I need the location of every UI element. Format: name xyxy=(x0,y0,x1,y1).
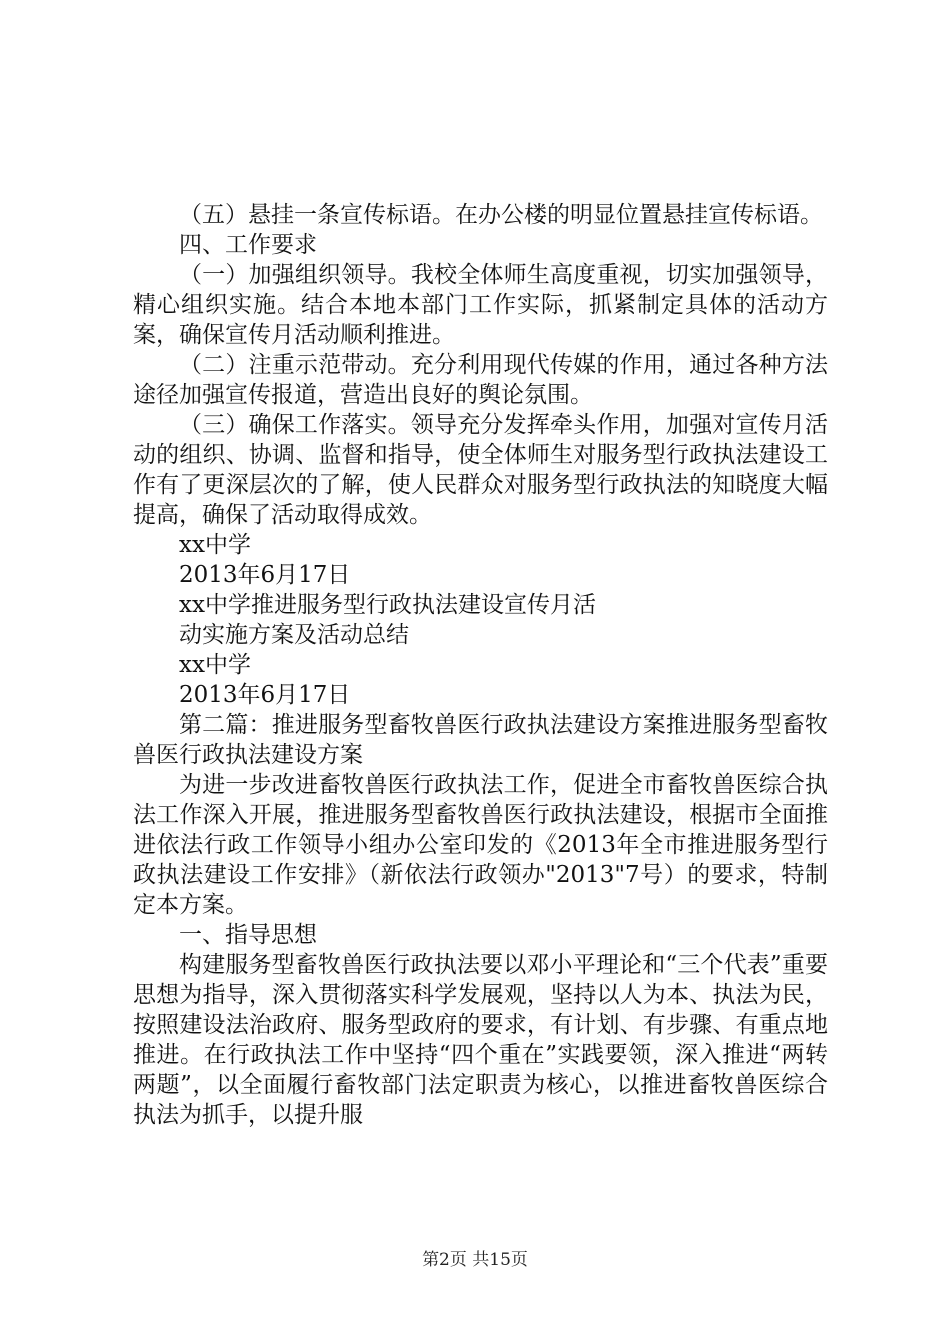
section-heading-guiding: 一、指导思想 xyxy=(179,922,317,948)
page-footer: 第2页 共15页 xyxy=(422,1250,528,1270)
paragraph-intro: 为进一步改进畜牧兽医行政执法工作，促进全市畜牧兽医综合执法工作深入开展，推进服务型畜牧兽医行政执法建设，根据市全面推进依法行政工作领导小组办公室印发的《2013年全市推进服务型行政执法建设工作安排》（新依法行政领办"2013"7号）的要求，特制定本方案。 xyxy=(133,772,828,918)
paragraph-guiding: 构建服务型畜牧兽医行政执法要以邓小平理论和“三个代表”重要思想为指导，深入贯彻落实科学发展观，坚持以人为本、执法为民，按照建设法治政府、服务型政府的要求，有计划、有步骤、有重点地推进。在行政执法工作中坚持“四个重在”实践要领，深入推进“两转两题”，以全面履行畜牧部门法定职责为核心，以推进畜牧兽医综合执法为抓手，以提升服 xyxy=(133,952,828,1128)
paragraph-req-3: （三）确保工作落实。领导充分发挥牵头作用，加强对宣传月活动的组织、协调、监督和指导，使全体师生对服务型行政执法建设工作有了更深层次的了解，使人民群众对服务型行政执法的知晓度大幅提高，确保了活动取得成效。 xyxy=(133,412,828,528)
signature-school: xx中学 xyxy=(179,532,251,558)
paragraph-req-2: （二）注重示范带动。充分利用现代传媒的作用，通过各种方法途径加强宣传报道，营造出良好的舆论氛围。 xyxy=(133,352,828,408)
signature-school-2: xx中学 xyxy=(179,652,251,678)
paragraph-item-5: （五）悬挂一条宣传标语。在办公楼的明显位置悬挂宣传标语。 xyxy=(179,202,823,228)
signature-date: 2013年6月17日 xyxy=(179,562,351,588)
chapter-two-title: 第二篇：推进服务型畜牧兽医行政执法建设方案推进服务型畜牧兽医行政执法建设方案 xyxy=(133,712,828,768)
paragraph-req-1: （一）加强组织领导。我校全体师生高度重视，切实加强领导，精心组织实施。结合本地本部门工作实际，抓紧制定具体的活动方案，确保宣传月活动顺利推进。 xyxy=(133,262,828,348)
title-line-1: xx中学推进服务型行政执法建设宣传月活 xyxy=(179,592,596,618)
document-body xyxy=(133,200,828,1130)
title-line-2: 动实施方案及活动总结 xyxy=(179,622,409,648)
section-heading-requirements: 四、工作要求 xyxy=(179,232,317,258)
signature-date-2: 2013年6月17日 xyxy=(179,682,351,708)
